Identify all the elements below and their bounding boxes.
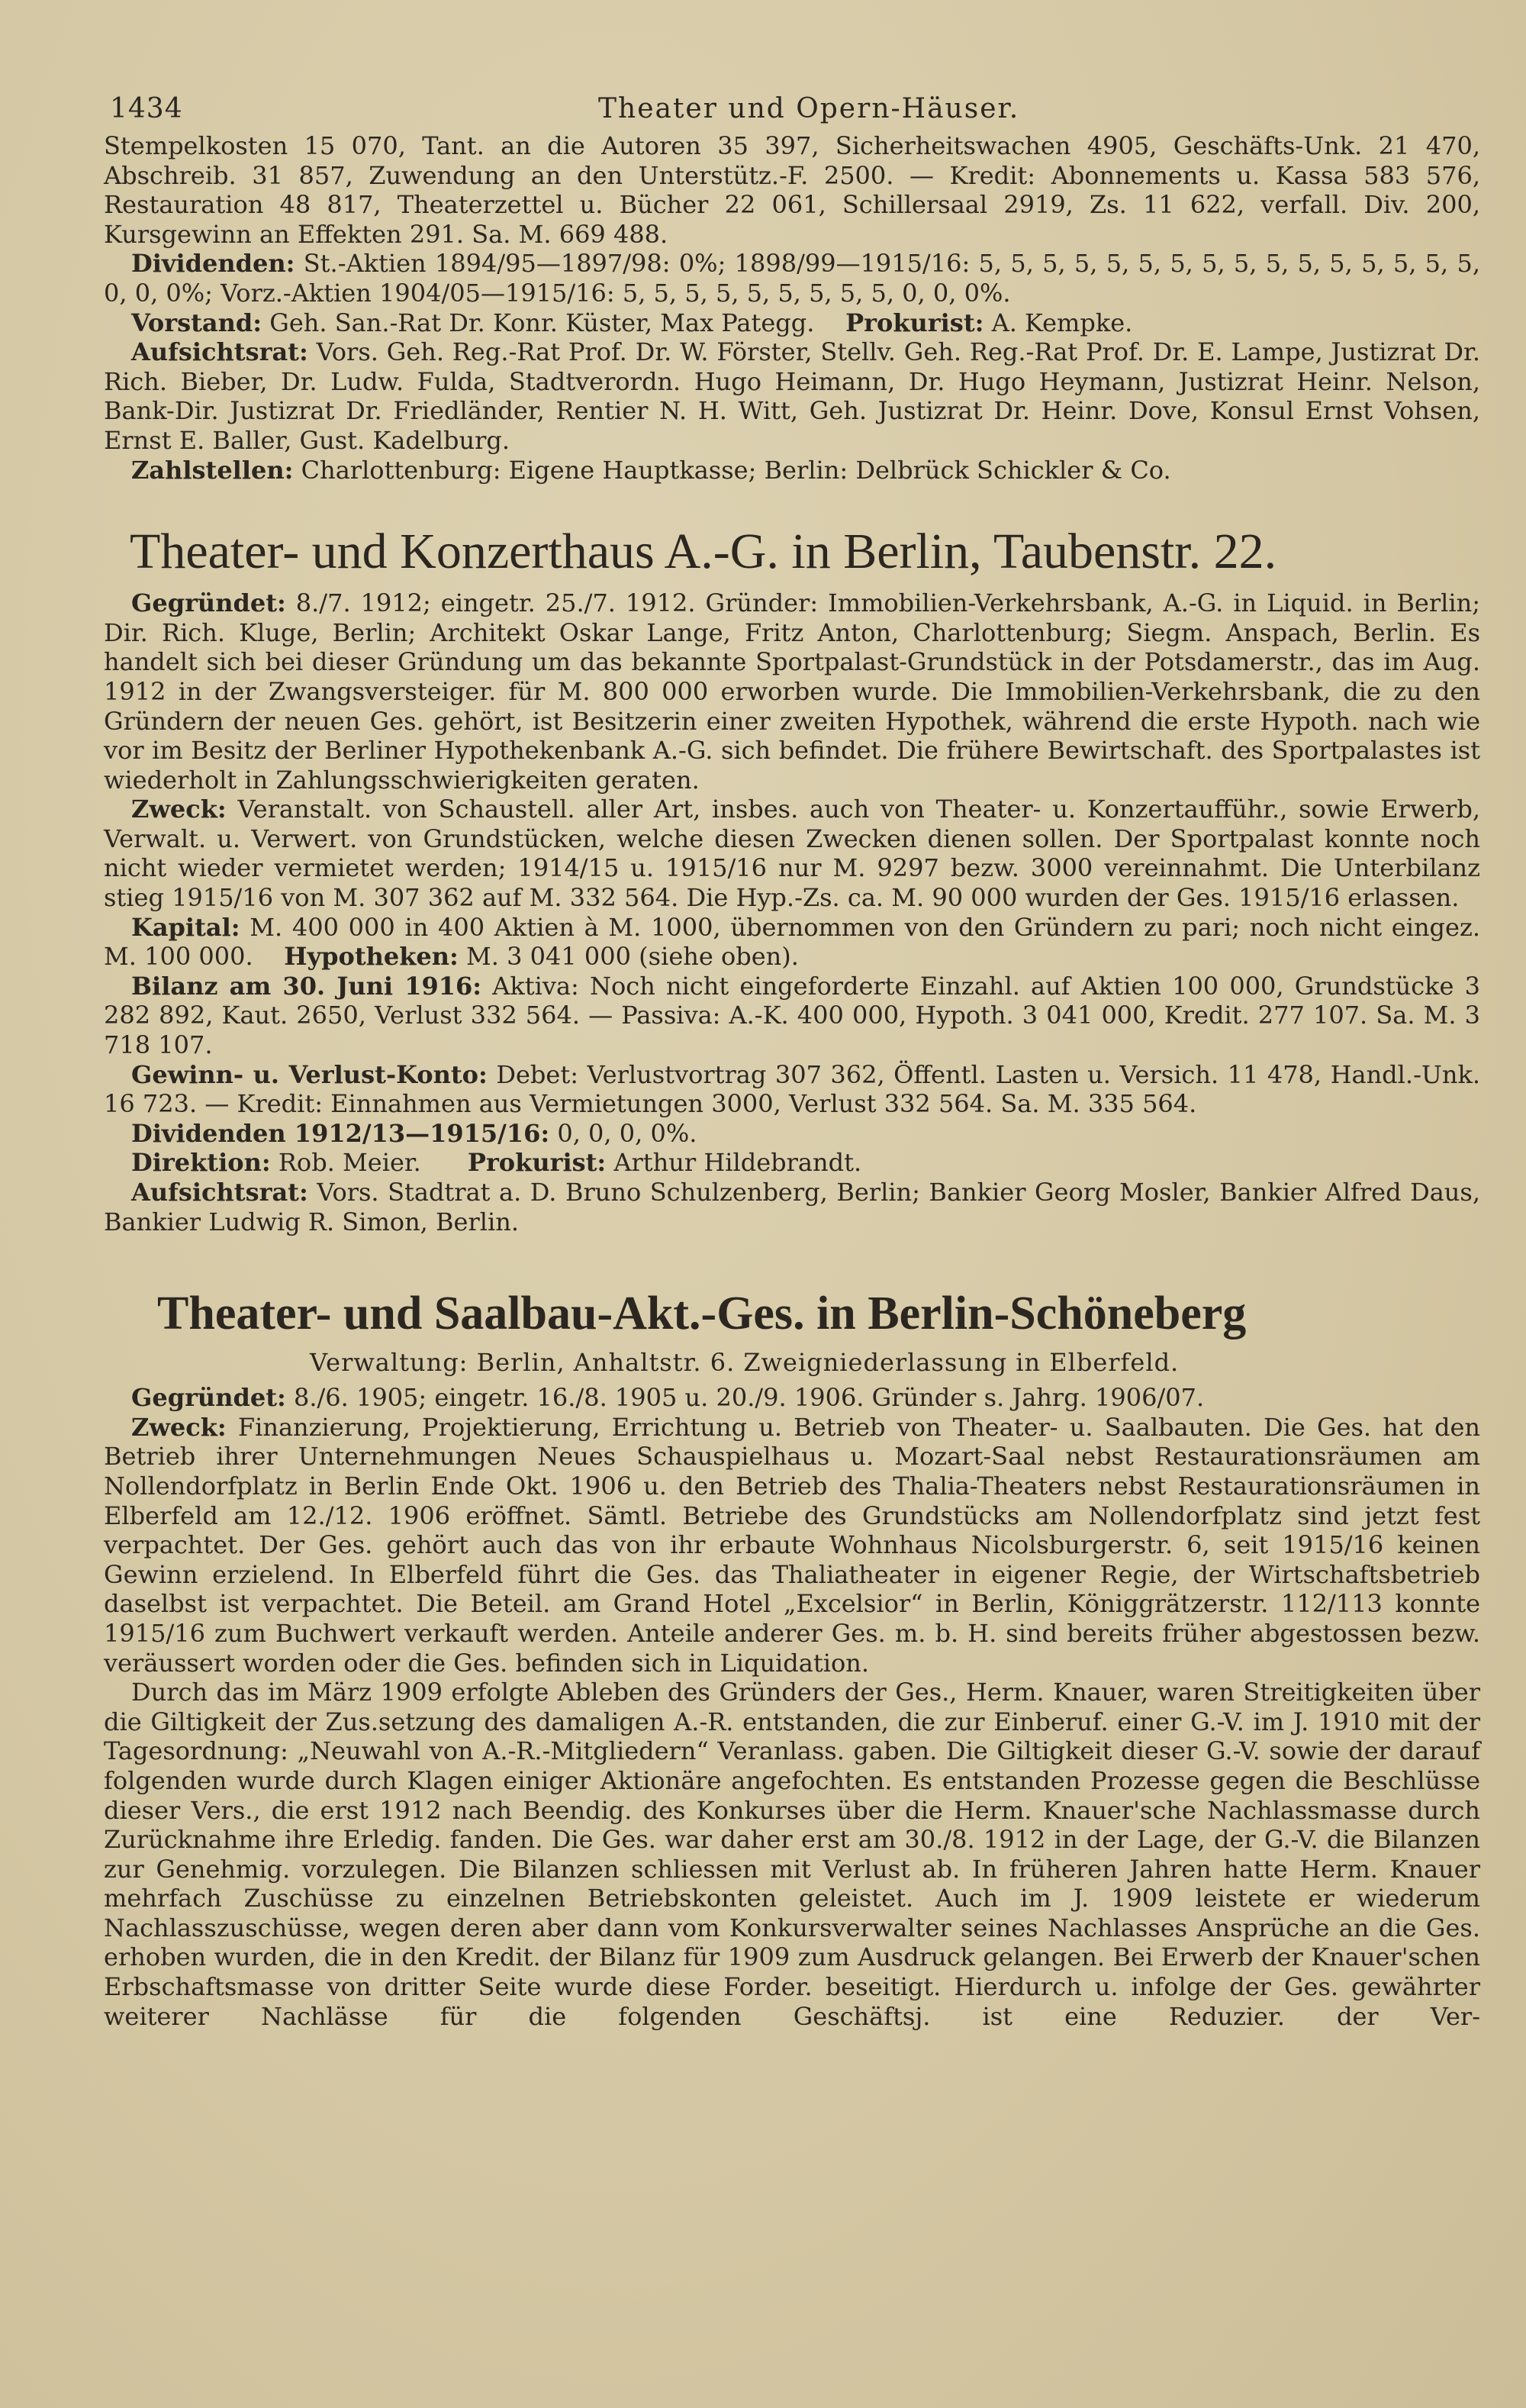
purpose-paragraph — [104, 795, 1480, 912]
supervisory-paragraph — [104, 337, 1480, 455]
capital-label: Kapital: — [131, 912, 240, 942]
purpose-text: Veranstalt. von Schaustell. aller Art, insbes. auch von Theater- u. Konzertaufführ., sowie Erwerb, Verwalt. u. Verwert. von Grundstücken, welche diesen Zwecken dienen sollen. Der Sportpalast konnte noch nicht wieder vermietet werden; 1914/15 u. 1915/16 nur M. 9297 bezw. 3000 vereinnahmt. Die Unterbilanz stieg 1915/16 von M. 307 362 auf M. 332 564. Die Hyp.-Zs. ca. M. 90 000 wurden der Ges. 1915/16 erlassen. — [104, 795, 1481, 913]
paying-agents-text: Charlottenburg: Eigene Hauptkasse; Berlin: Delbrück Schickler & Co. — [301, 455, 1171, 485]
entry-saalbau — [104, 1284, 1480, 2031]
mortgage-label: Hypotheken: — [284, 942, 459, 972]
capital-text: M. 400 000 in 400 Aktien à M. 1000, übernommen von den Gründern zu pari; noch nicht eingez. M. 100 000. — [104, 912, 1481, 972]
founded-paragraph — [104, 1383, 1480, 1413]
founded-label: Gegründet: — [131, 588, 286, 618]
founded-paragraph — [104, 588, 1480, 795]
dividends-paragraph — [104, 249, 1480, 308]
paying-agents-paragraph — [104, 456, 1480, 485]
dividends-label: Dividenden 1912/13—1915/16: — [131, 1118, 550, 1148]
dividends-paragraph — [104, 1119, 1480, 1149]
supervisory-label: Aufsichtsrat: — [131, 337, 308, 367]
founded-text: 8./7. 1912; eingetr. 25./7. 1912. Gründer: Immobilien-Verkehrsbank, A.-G. in Liquid. in Berlin; Dir. Rich. Kluge, Berlin; Architekt Oskar Lange, Fritz Anton, Charlottenburg; Siegm. Anspach, Berlin. Es handelt sich bei dieser Gründung um das bekannte Sportpalast-Grundstück in der Potsdamerstr., das im Aug. 1912 in der Zwangsversteiger. für M. 800 000 erworben wurde. Die Immobilien-Verkehrsbank, die zu den Gründern der neuen Ges. gehört, ist Besitzerin einer zweiten Hypothek, während die erste Hypoth. nach wie vor im Besitz der Berliner Hypothekenbank A.-G. sich befindet. Die frühere Bewirtschaft. des Sportpalastes ist wiederholt in Zahlungsschwierigkeiten geraten. — [104, 588, 1481, 795]
profit-loss-paragraph — [104, 1060, 1480, 1119]
direction-label: Direktion: — [131, 1148, 271, 1178]
board-text: Geh. San.-Rat Dr. Konr. Küster, Max Pategg. — [269, 308, 815, 337]
supervisory-paragraph — [104, 1178, 1480, 1236]
purpose-label: Zweck: — [131, 1412, 227, 1442]
entry-konzerthaus — [104, 521, 1480, 1236]
finance-text: Stempelkosten 15 070, Tant. an die Autoren 35 397, Sicherheitswachen 4905, Geschäfts-Unk. 21 470, Abschreib. 31 857, Zuwendung an den Unterstütz.-F. 2500. — Kredit: Abonnements u. Kassa 583 576, Restauration 48 817, Theaterzettel u. Bücher 22 061, Schillersaal 2919, Zs. 11 622, verfall. Div. 200, Kursgewinn an Effekten 291. Sa. M. 669 488. — [104, 131, 1480, 249]
capital-paragraph — [104, 913, 1480, 972]
founded-label: Gegründet: — [131, 1383, 286, 1413]
history-text: Durch das im März 1909 erfolgte Ableben des Gründers der Ges., Herm. Knauer, waren Streitigkeiten über die Giltigkeit der Zus.setzung des damaligen A.-R. entstanden, die zur Einberuf. einer G.-V. im J. 1910 mit der Tagesordnung: „Neuwahl von A.-R.-Mitgliedern“ Veranlass. gaben. Die Giltigkeit dieser G.-V. sowie der darauf folgenden wurde durch Klagen einiger Aktionäre angefochten. Es entstanden Prozesse gegen die Beschlüsse dieser Vers., die erst 1912 nach Beendig. des Konkurses über die Herm. Knauer'sche Nachlassmasse durch Zurücknahme ihre Erledig. fanden. Die Ges. war daher erst am 30./8. 1912 in der Lage, der G.-V. die Bilanzen zur Genehmig. vorzulegen. Die Bilanzen schliessen mit Verlust ab. In früheren Jahren hatte Herm. Knauer mehrfach Zuschüsse zu einzelnen Betriebskonten geleistet. Auch im J. 1909 leistete er wiederum Nachlasszuschüsse, wegen deren aber dann vom Konkursverwalter seines Nachlasses Ansprüche an die Ges. erhoben wurden, die in den Kredit. der Bilanz für 1909 zum Ausdruck gelangen. Bei Erwerb der Knauer'schen Erbschaftsmasse von dritter Seite wurde diese Forder. beseitigt. Hierdurch u. infolge der Ges. gewährter weiterer Nachlässe für die folgenden Geschäftsj. ist eine Reduzier. der Ver- — [104, 1678, 1480, 2031]
administration-line: Verwaltung: Berlin, Anhaltstr. 6. Zweigniederlassung in Elberfeld. — [310, 1348, 1180, 1378]
dividends-text: St.-Aktien 1894/95—1897/98: 0%; 1898/99—1915/16: 5, 5, 5, 5, 5, 5, 5, 5, 5, 5, 5, 5, 5, 5, 5, 5, 0, 0, 0%; Vorz.-Aktien 1904/05—1915/16: 5, 5, 5, 5, 5, 5, 5, 5, 5, 0, 0, 0%. — [104, 249, 1481, 308]
paying-agents-label: Zahlstellen: — [131, 455, 294, 485]
founded-text: 8./6. 1905; eingetr. 16./8. 1905 u. 20./9. 1906. Gründer s. Jahrg. 1906/07. — [293, 1383, 1205, 1413]
running-head: Theater und Opern-Häuser. — [598, 93, 1020, 124]
entry-title: Theater- und Saalbau-Akt.-Ges. in Berlin-Schöneberg — [157, 1288, 1247, 1340]
purpose-paragraph — [104, 1413, 1480, 1678]
purpose-text: Finanzierung, Projektierung, Errichtung u. Betrieb von Theater- u. Saalbauten. Die Ges. hat den Betrieb ihrer Unternehmungen Neues Schauspielhaus u. Mozart-Saal nebst Restaurationsräumen am Nollendorfplatz in Berlin Ende Okt. 1906 u. den Betrieb des Thalia-Theaters nebst Restaurationsräumen in Elberfeld am 12./12. 1906 eröffnet. Sämtl. Betriebe des Grundstücks am Nollendorfplatz sind jetzt fest verpachtet. Der Ges. gehört auch das von ihr erbaute Wohnhaus Nicolsburgerstr. 6, seit 1915/16 keinen Gewinn erzielend. In Elberfeld führt die Ges. das Thaliatheater in eigener Regie, der Wirtschaftsbetrieb daselbst ist verpachtet. Die Beteil. am Grand Hotel „Excelsior“ in Berlin, Königgrätzerstr. 112/113 konnte 1915/16 zum Buchwert verkauft werden. Anteile anderer Ges. m. b. H. sind bereits früher abgestossen bezw. veräussert worden oder die Ges. befinden sich in Liquidation. — [104, 1412, 1481, 1678]
page-header — [110, 82, 1465, 131]
supervisory-label: Aufsichtsrat: — [131, 1178, 308, 1207]
procurist-text: A. Kempke. — [991, 308, 1133, 337]
history-paragraph — [104, 1678, 1480, 2031]
finance-paragraph — [104, 131, 1480, 249]
board-label: Vorstand: — [131, 308, 262, 337]
procurist-label: Prokurist: — [467, 1148, 607, 1178]
supervisory-text: Vors. Stadtrat a. D. Bruno Schulzenberg, Berlin; Bankier Georg Mosler, Bankier Alfred Daus, Bankier Ludwig R. Simon, Berlin. — [104, 1178, 1481, 1236]
procurist-text: Arthur Hildebrandt. — [613, 1148, 862, 1178]
purpose-label: Zweck: — [131, 795, 227, 824]
balance-paragraph — [104, 972, 1480, 1060]
dividends-text: 0, 0, 0, 0%. — [557, 1118, 697, 1148]
board-paragraph — [104, 308, 1480, 338]
entry-title: Theater- und Konzerthaus A.-G. in Berlin, Taubenstr. 22. — [130, 524, 1277, 580]
dividends-label: Dividenden: — [131, 249, 295, 279]
balance-label: Bilanz am 30. Juni 1916: — [131, 971, 482, 1001]
direction-paragraph — [104, 1148, 1480, 1178]
previous-entry-continuation — [104, 131, 1480, 485]
mortgage-text: M. 3 041 000 (siehe oben). — [466, 942, 799, 972]
procurist-label: Prokurist: — [845, 308, 984, 337]
supervisory-text: Vors. Geh. Reg.-Rat Prof. Dr. W. Förster, Stellv. Geh. Reg.-Rat Prof. Dr. E. Lampe, Justizrat Dr. Rich. Bieber, Dr. Ludw. Fulda, Stadtverordn. Hugo Heimann, Dr. Hugo Heymann, Justizrat Heinr. Nelson, Bank-Dir. Justizrat Dr. Friedländer, Rentier N. H. Witt, Geh. Justizrat Dr. Heinr. Dove, Konsul Ernst Vohsen, Ernst E. Baller, Gust. Kadelburg. — [104, 337, 1481, 455]
profit-loss-text: Debet: Verlustvortrag 307 362, Öffentl. Lasten u. Versich. 11 478, Handl.-Unk. 16 723. — Kredit: Einnahmen aus Vermietungen 3000, Verlust 332 564. Sa. M. 335 564. — [104, 1059, 1481, 1119]
profit-loss-label: Gewinn- u. Verlust-Konto: — [131, 1059, 488, 1089]
direction-text: Rob. Meier. — [278, 1148, 421, 1178]
balance-text: Aktiva: Noch nicht eingeforderte Einzahl. auf Aktien 100 000, Grundstücke 3 282 892, Kaut. 2650, Verlust 332 564. — Passiva: A.-K. 400 000, Hypoth. 3 041 000, Kredit. 277 107. Sa. M. 3 718 107. — [104, 971, 1481, 1060]
page-number: 1434 — [110, 93, 183, 124]
